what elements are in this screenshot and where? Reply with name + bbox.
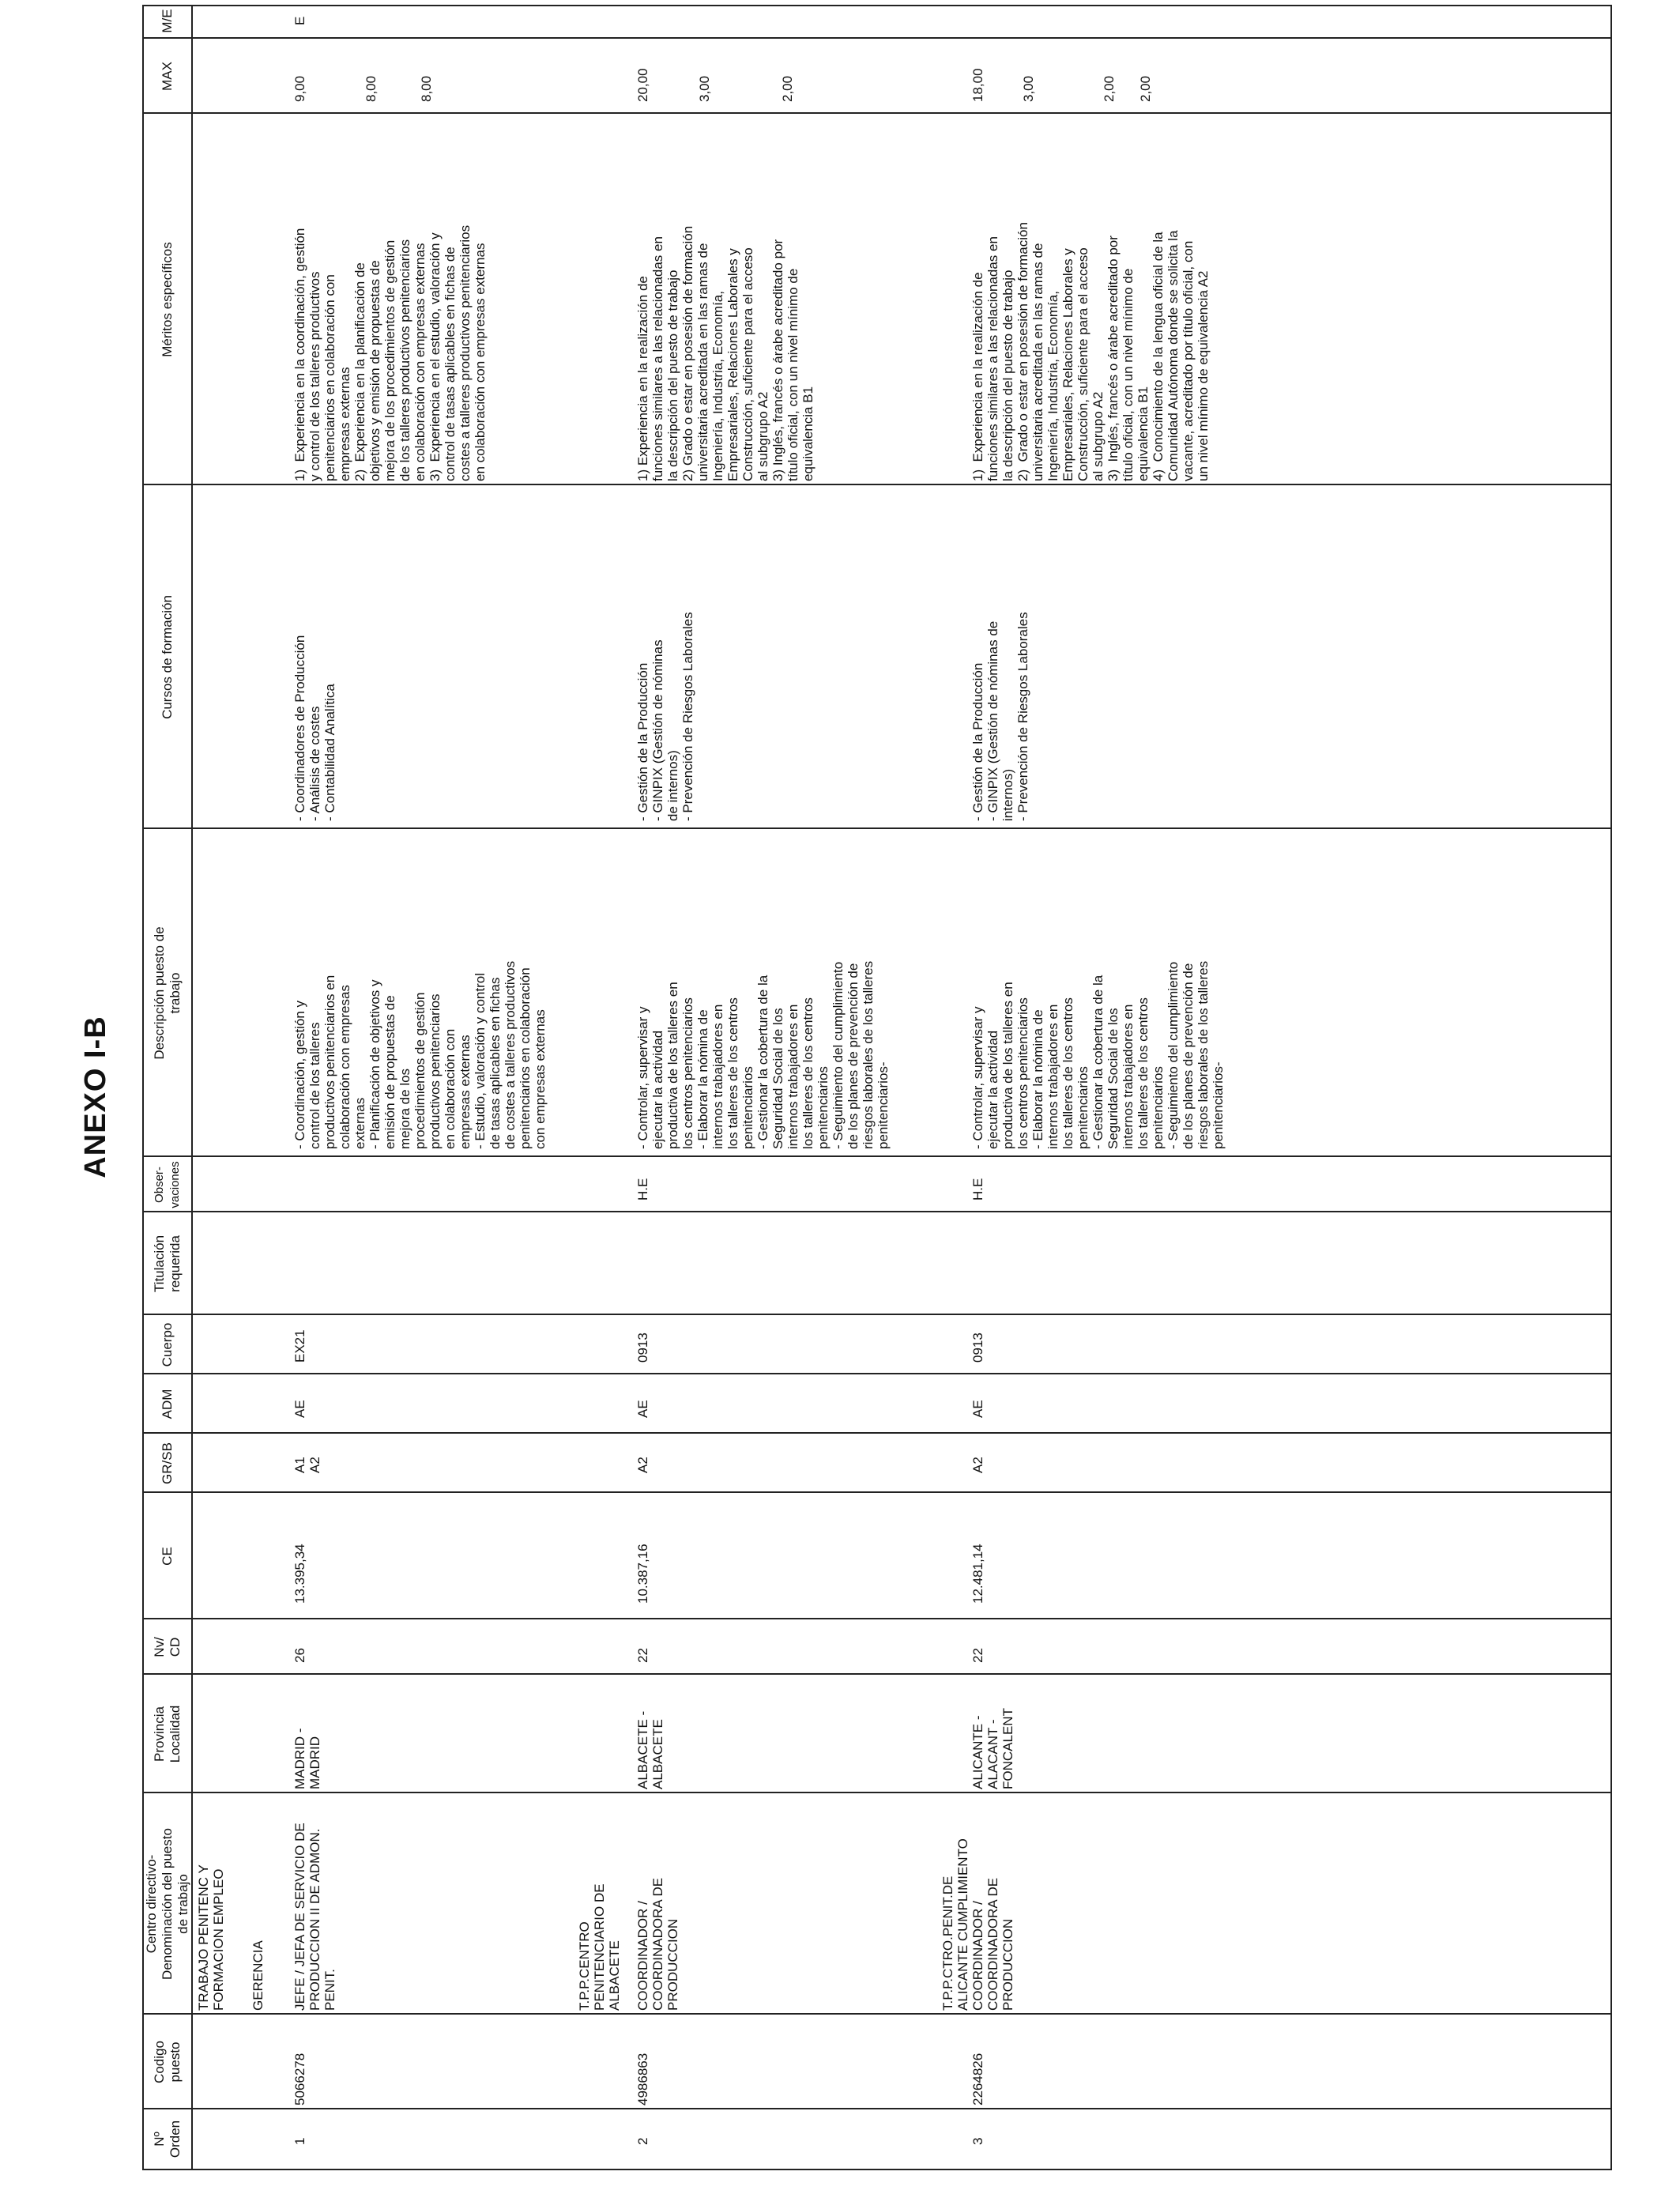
row-cuerpo: EX21	[292, 1329, 307, 1363]
header-titulacion: Titulación requerida	[152, 1235, 183, 1293]
row-descripcion: - Controlar, supervisar y ejecutar la actividad productiva de los talleres en los centros penitenciarios - Elaborar la nómina de internos trabajadores en los talleres de los centros penitenciarios - Gestionar la cobertura de la Seguridad Social de los internos trabajadores en los talleres de los centros penitenciarios - Seguimiento del cumplimiento de los planes de prevención de riesgos laborales de los talleres penitenciarios-	[970, 960, 1226, 1149]
header-descripcion: Descripción puesto de trabajo	[152, 926, 183, 1060]
header-cursos: Cursos de formación	[160, 595, 175, 719]
row-max: 20,00	[635, 68, 650, 102]
col-divider	[144, 1491, 1610, 1493]
row-me: E	[292, 16, 307, 25]
row-max: 3,00	[1021, 75, 1036, 102]
col-divider	[144, 1155, 1610, 1157]
header-meritos: Méritos específicos	[160, 242, 175, 357]
section-title: TRABAJO PENITENC Y FORMACION EMPLEO	[196, 1864, 226, 2011]
row-meritos: 1) Experiencia en la realización de funciones similares a las relacionadas en la descripción del puesto de trabajo 2) Grado o estar en posesión de formación universitaria acreditada en las ramas de Ingeniería, Industria, Economía, Empresariales, Relaciones Laborales y Construcción, suficiente para el acceso al subgrupo A2 3) Inglés, francés o árabe acreditado por título oficial, con un nivel mínimo de equivalencia B1	[635, 225, 816, 481]
row-centro: COORDINADOR / COORDINADORA DE PRODUCCION	[970, 1877, 1015, 2011]
row-nivel: 26	[292, 1648, 307, 1663]
row-max: 8,00	[363, 75, 379, 102]
row-max: 2,00	[1102, 75, 1117, 102]
col-divider	[144, 1673, 1610, 1675]
col-divider	[144, 1618, 1610, 1619]
row-nivel: 22	[970, 1648, 985, 1663]
page-title: ANEXO I-B	[79, 1016, 112, 1178]
row-cursos: - Coordinadores de Producción - Análisis de costes - Contabilidad Analítica	[292, 635, 337, 821]
col-divider	[144, 112, 1610, 114]
header-max: MAX	[160, 62, 175, 91]
group-label: T.P.P.CTRO.PENIT.DE ALICANTE CUMPLIMIENTO	[940, 1838, 970, 2011]
col-divider	[144, 1314, 1610, 1315]
header-observaciones: Obser- vaciones	[153, 1161, 182, 1208]
col-divider	[144, 1211, 1610, 1212]
row-observaciones: H.E	[970, 1178, 985, 1201]
col-divider	[144, 484, 1610, 485]
header-codigo: Codigo puesto	[152, 2041, 183, 2083]
col-divider	[144, 1792, 1610, 1793]
row-centro: COORDINADOR / COORDINADORA DE PRODUCCION	[635, 1877, 680, 2011]
row-ce: 10.387,16	[635, 1544, 650, 1604]
col-divider	[144, 2108, 1610, 2109]
row-centro: JEFE / JEFA DE SERVICIO DE PRODUCCION II DE ADMON. PENIT.	[292, 1823, 337, 2011]
row-adm: AE	[292, 1400, 307, 1418]
row-max: 3,00	[697, 75, 712, 102]
row-ce: 12.481,14	[970, 1544, 985, 1604]
col-divider	[144, 1373, 1610, 1374]
row-max: 8,00	[419, 75, 434, 102]
row-adm: AE	[635, 1400, 650, 1418]
header-cuerpo: Cuerpo	[160, 1322, 175, 1367]
row-grsb: A1 A2	[292, 1457, 322, 1473]
row-ce: 13.395,34	[292, 1544, 307, 1604]
row-adm: AE	[970, 1400, 985, 1418]
header-centro: Centro directivo- Denominación del puesto de trabajo	[144, 1828, 190, 1980]
row-codigo: 2264826	[970, 2053, 985, 2105]
row-orden: 2	[635, 2137, 650, 2145]
row-descripcion: - Coordinación, gestión y control de los talleres productivos penitenciarios en colaboración con empresas externas - Planificación de objetivos y emisión de propuestas de mejora de los procedimientos de gestión productivos penitenciarios en colaboración con empresas externas - Estudio, valoración y control de tasas aplicables en fichas de costes a talleres productivos penitenciarios en colaboración con empresas externas	[292, 960, 548, 1149]
row-grsb: A2	[635, 1457, 650, 1473]
row-meritos: 1) Experiencia en la coordinación, gestión y control de los talleres productivos penitenciarios en colaboración con empresas externas 2) Experiencia en la planificación de objetivos y emisión de propuestas de mejora de los procedimientos de gestión de los talleres productivos penitenciarios en colaboración con empresas externas 3) Experiencia en el estudio, valoración y control de tasas aplicables en fichas de costes a talleres productivos penitenciarios en colaboración con empresas externas	[292, 224, 488, 481]
col-divider	[144, 37, 1610, 39]
group-label: T.P.P.CENTRO PENITENCIARIO DE ALBACETE	[577, 1883, 622, 2011]
header-ce: CE	[160, 1547, 175, 1566]
row-meritos: 1) Experiencia en la realización de funciones similares a las relacionadas en la descripción del puesto de trabajo 2) Grado o estar en posesión de formación universitaria acreditada en las ramas de Ingeniería, Industria, Economía, Empresariales, Relaciones Laborales y Construcción, suficiente para el acceso al subgrupo A2 3) Inglés, francés o árabe acreditado por título oficial, con un nivel mínimo de equivalencia B1 4) Conocimiento de la lengua oficial de la Comunidad Autónoma donde se solicita la vacante, acreditado por título oficial, con un nivel mínimo de equivalencia A2	[970, 222, 1211, 481]
row-cursos: - Gestión de la Producción - GINPIX (Gestión de nóminas de internos) - Prevención de Riesgos Laborales	[970, 612, 1030, 821]
row-descripcion: - Controlar, supervisar y ejecutar la actividad productiva de los talleres en los centros penitenciarios - Elaborar la nómina de internos trabajadores en los talleres de los centros penitenciarios - Gestionar la cobertura de la Seguridad Social de los internos trabajadores en los talleres de los centros penitenciarios - Seguimiento del cumplimiento de los planes de prevención de riesgos laborales de los talleres penitenciarios-	[635, 960, 891, 1149]
col-divider	[144, 1432, 1610, 1434]
row-codigo: 4986863	[635, 2053, 650, 2105]
row-max: 2,00	[1138, 75, 1153, 102]
header-adm: ADM	[160, 1389, 175, 1419]
header-grsb: GR/SB	[160, 1442, 175, 1484]
positions-table	[142, 5, 1612, 2170]
header-provincia: Provincia Localidad	[152, 1705, 183, 1763]
group-label: GERENCIA	[250, 1940, 266, 2011]
header-nivel: Nv/ CD	[152, 1637, 183, 1657]
row-provincia: ALICANTE - ALACANT - FONCALENT	[970, 1708, 1015, 1789]
col-divider	[144, 2013, 1610, 2015]
row-grsb: A2	[970, 1457, 985, 1473]
header-orden: Nº Orden	[152, 2120, 183, 2158]
header-me: M/E	[160, 9, 175, 33]
row-nivel: 22	[635, 1648, 650, 1663]
row-codigo: 5066278	[292, 2053, 307, 2105]
row-max: 18,00	[970, 68, 985, 102]
row-observaciones: H.E	[635, 1178, 650, 1201]
row-provincia: MADRID - MADRID	[292, 1728, 322, 1789]
row-max: 2,00	[780, 75, 795, 102]
row-provincia: ALBACETE - ALBACETE	[635, 1710, 665, 1789]
row-max: 9,00	[292, 75, 307, 102]
row-orden: 3	[970, 2137, 985, 2145]
row-orden: 1	[292, 2137, 307, 2145]
row-cursos: - Gestión de la Producción - GINPIX (Gestión de nóminas de internos) - Prevención de Riesgos Laborales	[635, 612, 695, 821]
col-divider	[144, 827, 1610, 829]
row-cuerpo: 0913	[635, 1333, 650, 1363]
header-divider	[191, 6, 193, 2169]
row-cuerpo: 0913	[970, 1333, 985, 1363]
